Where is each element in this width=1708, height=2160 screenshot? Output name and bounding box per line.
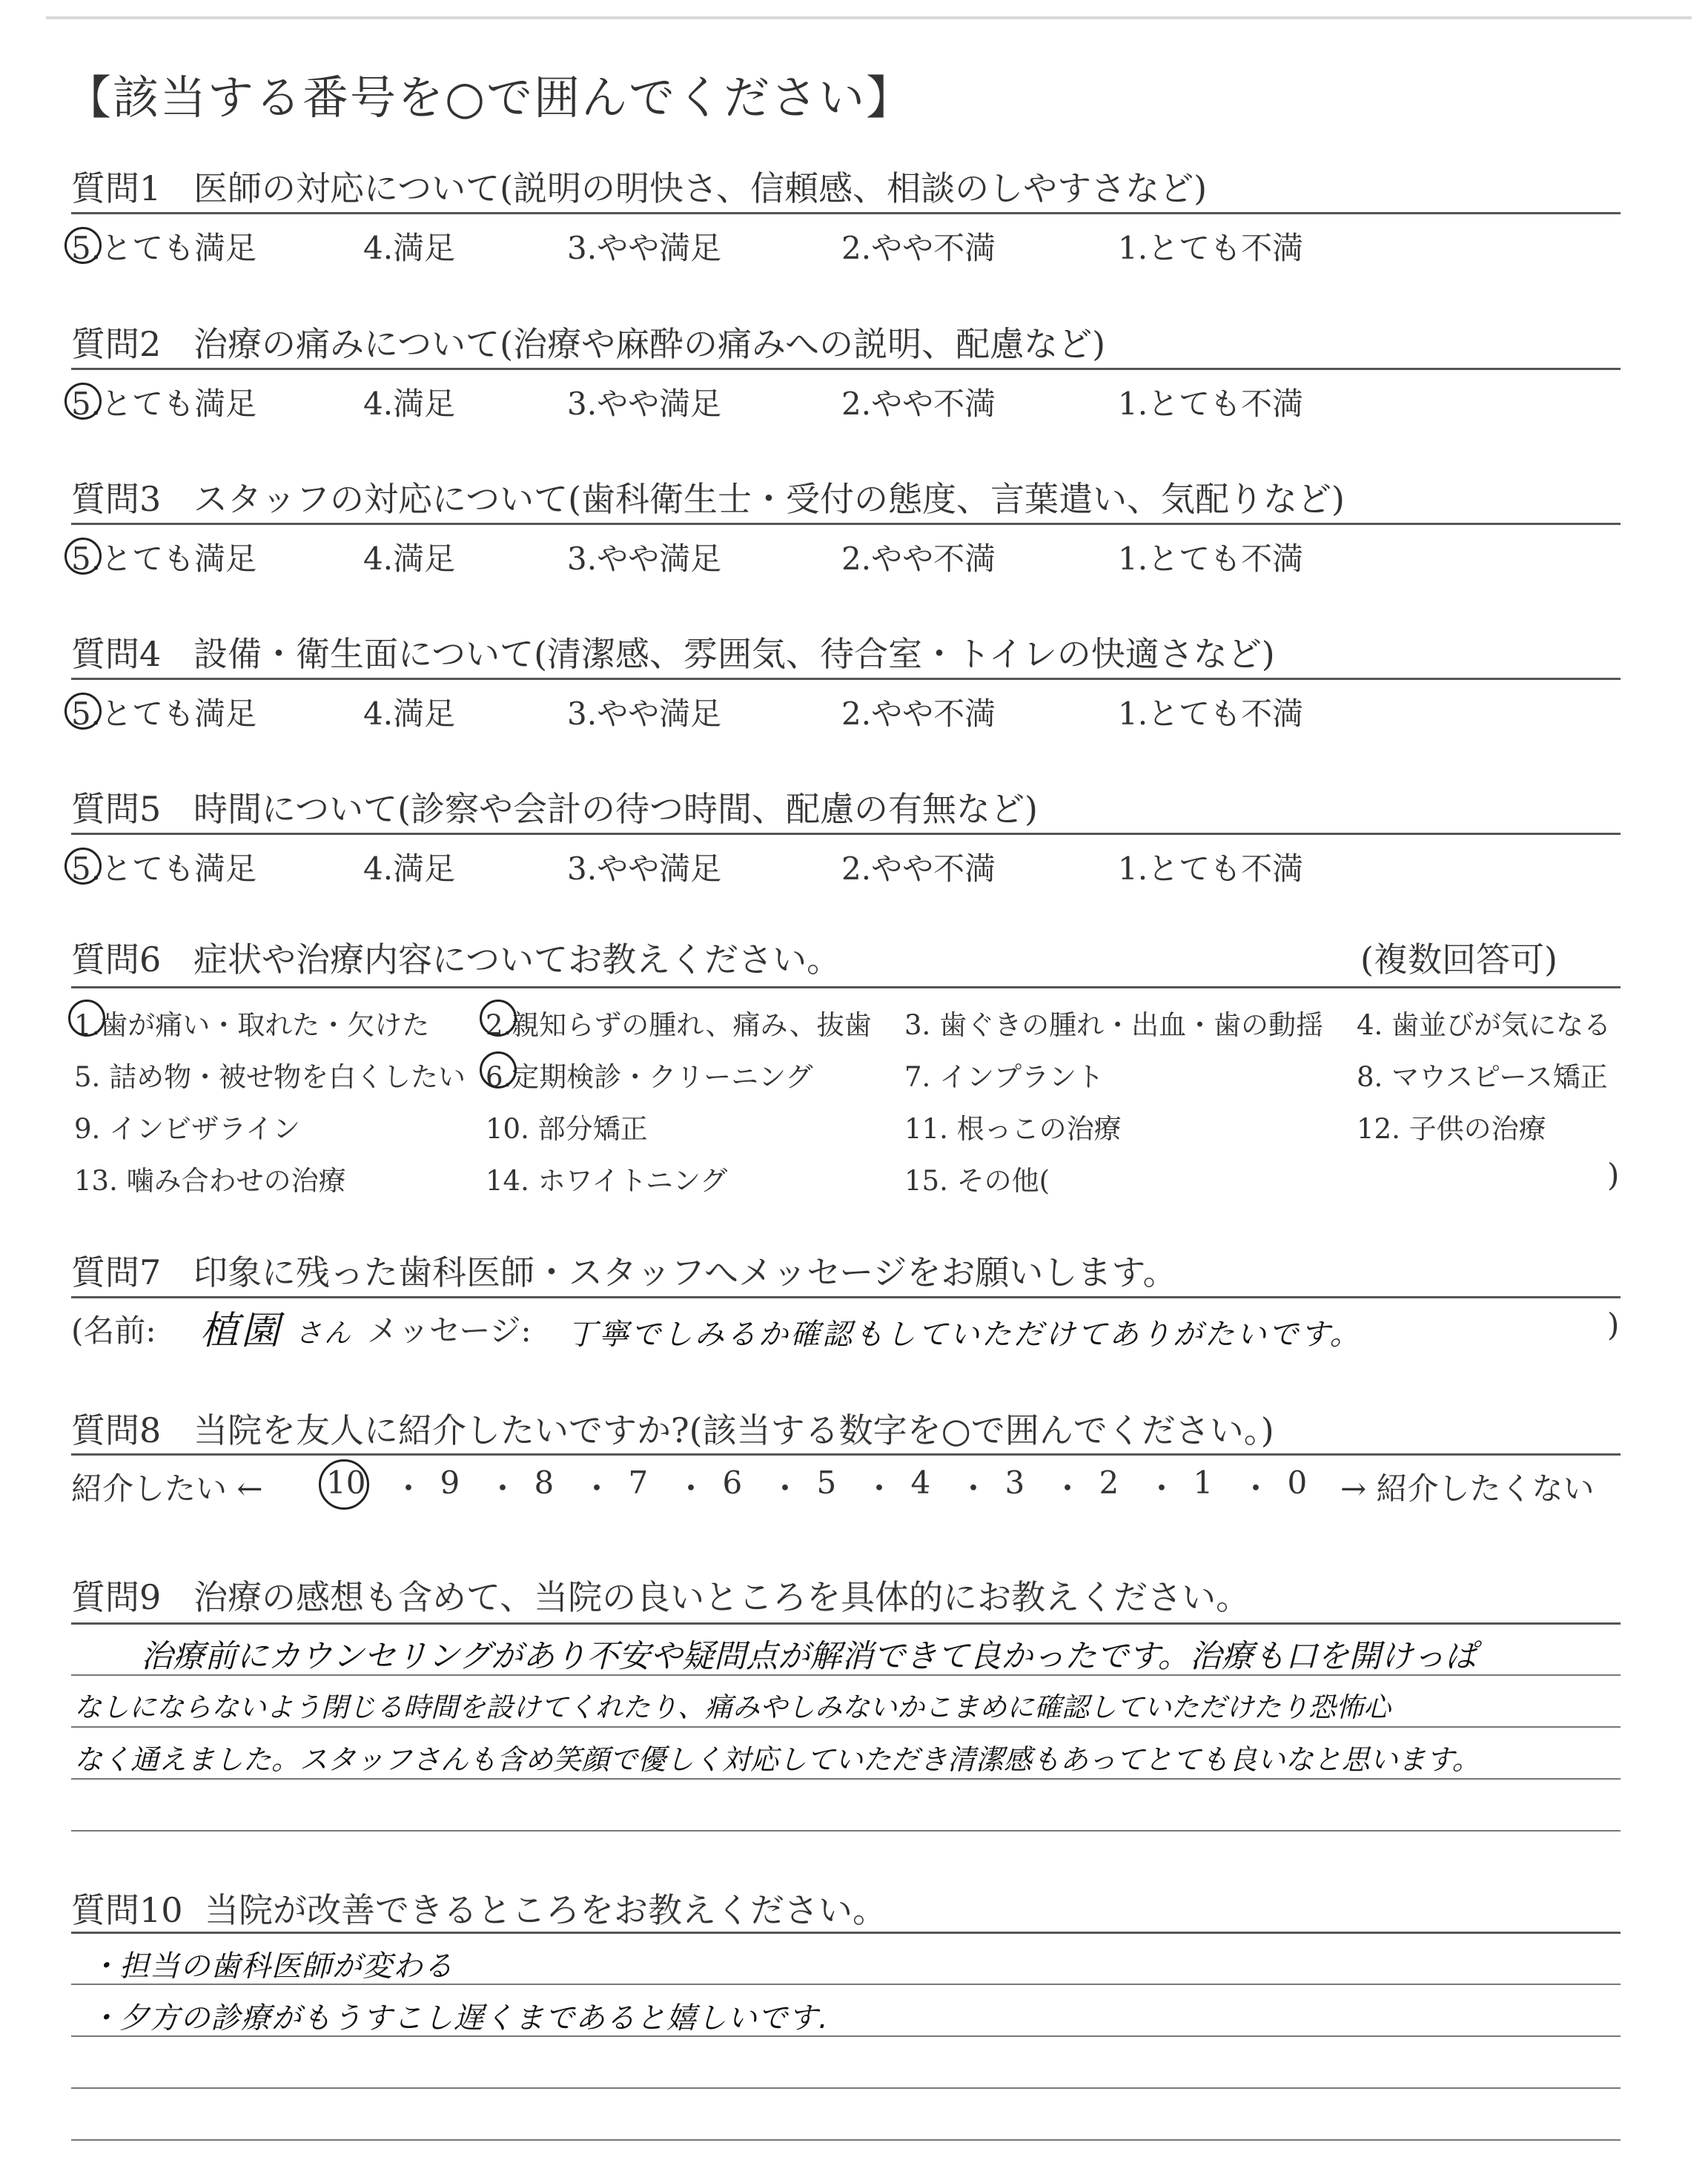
- q6-option-14[interactable]: 14. ホワイトニング: [486, 1165, 728, 1197]
- option-number: 1.: [1118, 386, 1148, 422]
- q8-scale-value-5[interactable]: 5: [816, 1464, 837, 1501]
- q4-option-1[interactable]: [1118, 690, 1303, 734]
- question-7-text: 印象に残った歯科医師・スタッフへメッセージをお願いします。: [193, 1252, 1177, 1292]
- q10-answer-line-2: ・夕方の診療がもうすこし遅くまであると嬉しいです.: [89, 2001, 829, 2035]
- question-5-text: 時間について(診察や会計の待つ時間、配慮の有無など): [193, 789, 1038, 829]
- q8-scale-separator: ・: [958, 1470, 990, 1507]
- q8-scale-separator: ・: [393, 1470, 425, 1507]
- option-label: とても満足: [101, 851, 257, 887]
- question-10-title: [71, 1883, 887, 1932]
- q7-name-suffix: さん: [295, 1318, 354, 1349]
- q6-option-3[interactable]: 3. 歯ぐきの腫れ・出血・歯の動揺: [904, 1009, 1324, 1041]
- option-label: 満足: [393, 696, 456, 732]
- option-number: 3.: [567, 541, 598, 577]
- option-number: 2.: [841, 386, 872, 422]
- option-number: 2.: [841, 541, 872, 577]
- option-number: 1.: [1118, 696, 1148, 732]
- option-label: とても不満: [1148, 541, 1304, 577]
- question-1-rule: [71, 212, 1621, 214]
- q8-scale-value-6[interactable]: 6: [722, 1464, 743, 1501]
- q4-option-4[interactable]: [363, 690, 455, 734]
- question-4-rule: [71, 678, 1621, 680]
- question-3-text: スタッフの対応について(歯科衛生士・受付の態度、言葉遣い、気配りなど): [193, 479, 1345, 519]
- q9-line-rule-3: [71, 1778, 1621, 1780]
- q6-option-6-circle: [480, 1051, 517, 1089]
- q6-option-9[interactable]: 9. インビザライン: [74, 1113, 300, 1145]
- question-1-title: [71, 162, 1207, 211]
- option-label: 満足: [393, 230, 456, 266]
- q6-option-11[interactable]: 11. 根っこの治療: [904, 1113, 1122, 1145]
- option-label: とても不満: [1148, 851, 1304, 887]
- q8-scale-separator: ・: [581, 1470, 613, 1507]
- option-label: とても満足: [101, 696, 257, 732]
- top-border: [46, 16, 1692, 19]
- q6-option-12[interactable]: 12. 子供の治療: [1357, 1113, 1546, 1145]
- q6-option-6[interactable]: 6.定期検診・クリーニング: [486, 1061, 813, 1093]
- question-8-number: 質問8: [71, 1410, 162, 1450]
- q7-message-value: 丁寧でしみるか確認もしていただけてありがたいです。: [567, 1318, 1362, 1352]
- q8-scale-value-7[interactable]: 7: [628, 1464, 649, 1501]
- option-label: やや満足: [597, 386, 722, 422]
- q8-scale-separator: ・: [1146, 1470, 1178, 1507]
- q5-option-5[interactable]: [71, 845, 256, 889]
- option-number: 3.: [567, 386, 598, 422]
- q8-left-label: 紹介したい ←: [71, 1470, 263, 1507]
- option-number: 5.: [71, 696, 102, 732]
- option-number: 4.: [363, 386, 394, 422]
- option-label: とても不満: [1148, 386, 1304, 422]
- question-5-rule: [71, 833, 1621, 835]
- q3-option-5[interactable]: [71, 535, 256, 579]
- q10-line-rule-3: [71, 2087, 1621, 2089]
- q7-close-paren: ): [1607, 1307, 1620, 1343]
- q6-option-2-circle: [480, 1000, 517, 1037]
- option-label: やや不満: [871, 386, 996, 422]
- q8-scale-value-1[interactable]: 1: [1193, 1464, 1214, 1501]
- option-label: やや不満: [871, 696, 996, 732]
- option-label: 満足: [393, 386, 456, 422]
- q5-option-2[interactable]: [841, 845, 996, 889]
- question-3-number: 質問3: [71, 479, 162, 519]
- q2-option-5[interactable]: [71, 380, 256, 424]
- q9-line-rule-4: [71, 1830, 1621, 1832]
- question-2-title: [71, 317, 1105, 366]
- q8-scale-value-8[interactable]: 8: [534, 1464, 555, 1501]
- option-number: 4.: [363, 541, 394, 577]
- option-label: とても満足: [101, 386, 257, 422]
- q8-scale-separator: ・: [864, 1470, 896, 1507]
- question-7-title: [71, 1246, 1177, 1295]
- question-2-rule: [71, 368, 1621, 370]
- option-label: 満足: [393, 851, 456, 887]
- q8-scale-separator: ・: [487, 1470, 519, 1507]
- question-6-title: [71, 933, 841, 982]
- question-2-number: 質問2: [71, 324, 162, 364]
- question-10-text: 当院が改善できるところをお教えください。: [205, 1890, 887, 1930]
- option-label: とても不満: [1148, 230, 1304, 266]
- q8-scale-value-9[interactable]: 9: [440, 1464, 460, 1501]
- option-number: 5.: [71, 230, 102, 266]
- option-label: やや満足: [597, 696, 722, 732]
- q9-line-rule-2: [71, 1726, 1621, 1728]
- q2-option-2[interactable]: [841, 380, 996, 424]
- q6-option-7[interactable]: 7. インプラント: [904, 1061, 1105, 1093]
- q8-scale-value-4[interactable]: 4: [910, 1464, 931, 1501]
- question-9-title: [71, 1571, 1250, 1619]
- q7-message-label: メッセージ:: [367, 1312, 532, 1349]
- q6-option-15[interactable]: 15. その他(: [904, 1165, 1050, 1197]
- q8-scale-separator: ・: [675, 1470, 707, 1507]
- option-label: やや満足: [597, 230, 722, 266]
- option-number: 2.: [841, 696, 872, 732]
- q6-option-10[interactable]: 10. 部分矯正: [486, 1113, 648, 1145]
- q7-name-label: (名前:: [71, 1312, 156, 1349]
- question-8-title: [71, 1404, 1274, 1453]
- question-6-text: 症状や治療内容についてお教えください。: [193, 939, 841, 980]
- question-9-rule: [71, 1622, 1621, 1625]
- q3-option-1[interactable]: [1118, 535, 1303, 579]
- question-3-rule: [71, 523, 1621, 525]
- option-number: 5.: [71, 541, 102, 577]
- option-label: とても満足: [101, 230, 257, 266]
- question-3-title: [71, 472, 1345, 521]
- question-7-rule: [71, 1296, 1621, 1298]
- q1-option-2[interactable]: [841, 224, 996, 268]
- option-number: 2.: [841, 230, 872, 266]
- q8-scale-separator: ・: [769, 1470, 801, 1507]
- q4-option-2[interactable]: [841, 690, 996, 734]
- q6-other-close-paren: ): [1607, 1157, 1620, 1193]
- question-10-number: 質問10: [71, 1890, 183, 1930]
- q6-option-5[interactable]: 5. 詰め物・被せ物を白くしたい: [74, 1061, 466, 1093]
- option-number: 3.: [567, 851, 598, 887]
- option-label: やや満足: [597, 851, 722, 887]
- q8-scale-value-0[interactable]: 0: [1287, 1464, 1308, 1501]
- q6-option-1-circle: [68, 1000, 105, 1037]
- q6-option-8[interactable]: 8. マウスピース矯正: [1357, 1061, 1608, 1093]
- question-9-number: 質問9: [71, 1577, 162, 1617]
- question-6-note: (複数回答可): [1360, 939, 1558, 980]
- option-number: 2.: [841, 851, 872, 887]
- q1-option-4[interactable]: [363, 224, 455, 268]
- q9-answer-line-1: 治療前にカウンセリングがあり不安や疑問点が解消できて良かったです。治療も口を開けっぱ: [141, 1638, 1477, 1675]
- q6-option-4[interactable]: 4. 歯並びが気になる: [1357, 1009, 1612, 1041]
- q8-right-label: → 紹介したくない: [1340, 1470, 1595, 1507]
- question-10-rule: [71, 1932, 1621, 1934]
- option-number: 1.: [1118, 230, 1148, 266]
- q3-option-3[interactable]: [567, 535, 721, 579]
- option-number: 4.: [363, 696, 394, 732]
- q10-line-rule-4: [71, 2139, 1621, 2141]
- option-label: やや不満: [871, 541, 996, 577]
- option-label: やや満足: [597, 541, 722, 577]
- option-number: 4.: [363, 230, 394, 266]
- q10-answer-line-1: ・担当の歯科医師が変わる: [89, 1949, 454, 1984]
- q8-scale-value-2[interactable]: 2: [1099, 1464, 1119, 1501]
- option-number: 1.: [1118, 851, 1148, 887]
- q9-answer-line-3: なく通えました。スタッフさんも含め笑顔で優しく対応していただき清潔感もあってとても良いなと思います。: [74, 1743, 1480, 1776]
- q5-option-4[interactable]: [363, 845, 455, 889]
- option-label: とても不満: [1148, 696, 1304, 732]
- q8-scale-separator: ・: [1240, 1470, 1272, 1507]
- q5-option-3[interactable]: [567, 845, 721, 889]
- question-8-text: 当院を友人に紹介したいですか?(該当する数字を○で囲んでください。): [193, 1410, 1274, 1450]
- option-label: とても満足: [101, 541, 257, 577]
- option-number: 5.: [71, 386, 102, 422]
- q1-option-1[interactable]: [1118, 224, 1303, 268]
- q6-option-13[interactable]: 13. 噛み合わせの治療: [74, 1165, 346, 1197]
- question-7-number: 質問7: [71, 1252, 162, 1292]
- question-5-number: 質問5: [71, 789, 162, 829]
- option-number: 5.: [71, 851, 102, 887]
- q8-scale-separator: ・: [1052, 1470, 1084, 1507]
- option-number: 3.: [567, 230, 598, 266]
- option-label: やや不満: [871, 851, 996, 887]
- q7-name-value: 植園: [200, 1309, 282, 1353]
- page-title: 【該当する番号を○で囲んでください】: [65, 70, 914, 125]
- option-number: 4.: [363, 851, 394, 887]
- option-label: やや不満: [871, 230, 996, 266]
- option-label: 満足: [393, 541, 456, 577]
- q3-option-4[interactable]: [363, 535, 455, 579]
- q6-option-1[interactable]: 1.歯が痛い・取れた・欠けた: [74, 1009, 430, 1041]
- question-6-number: 質問6: [71, 939, 162, 980]
- q2-option-3[interactable]: [567, 380, 721, 424]
- q1-option-5[interactable]: [71, 224, 256, 268]
- q6-option-2[interactable]: 2.親知らずの腫れ、痛み、抜歯: [486, 1009, 872, 1041]
- question-4-text: 設備・衛生面について(清潔感、雰囲気、待合室・トイレの快適さなど): [193, 634, 1275, 674]
- q4-option-5[interactable]: [71, 690, 256, 734]
- q8-scale-value-3[interactable]: 3: [1004, 1464, 1025, 1501]
- question-4-number: 質問4: [71, 634, 162, 674]
- question-9-text: 治療の感想も含めて、当院の良いところを具体的にお教えください。: [193, 1577, 1251, 1617]
- q2-option-4[interactable]: [363, 380, 455, 424]
- q1-option-3[interactable]: [567, 224, 721, 268]
- question-8-rule: [71, 1453, 1621, 1456]
- q3-option-2[interactable]: [841, 535, 996, 579]
- q9-answer-line-2: なしにならないよう閉じる時間を設けてくれたり、痛みやしみないかこまめに確認していただけたり恐怖心: [74, 1691, 1391, 1723]
- option-number: 3.: [567, 696, 598, 732]
- question-1-text: 医師の対応について(説明の明快さ、信頼感、相談のしやすさなど): [193, 168, 1208, 208]
- question-6-rule: [71, 986, 1621, 988]
- q2-option-1[interactable]: [1118, 380, 1303, 424]
- question-2-text: 治療の痛みについて(治療や麻酔の痛みへの説明、配慮など): [193, 324, 1106, 364]
- option-number: 1.: [1118, 541, 1148, 577]
- q8-scale-value-10[interactable]: 10: [326, 1464, 366, 1501]
- question-4-title: [71, 627, 1275, 676]
- question-1-number: 質問1: [71, 168, 162, 208]
- question-5-title: [71, 782, 1038, 831]
- q4-option-3[interactable]: [567, 690, 721, 734]
- q5-option-1[interactable]: [1118, 845, 1303, 889]
